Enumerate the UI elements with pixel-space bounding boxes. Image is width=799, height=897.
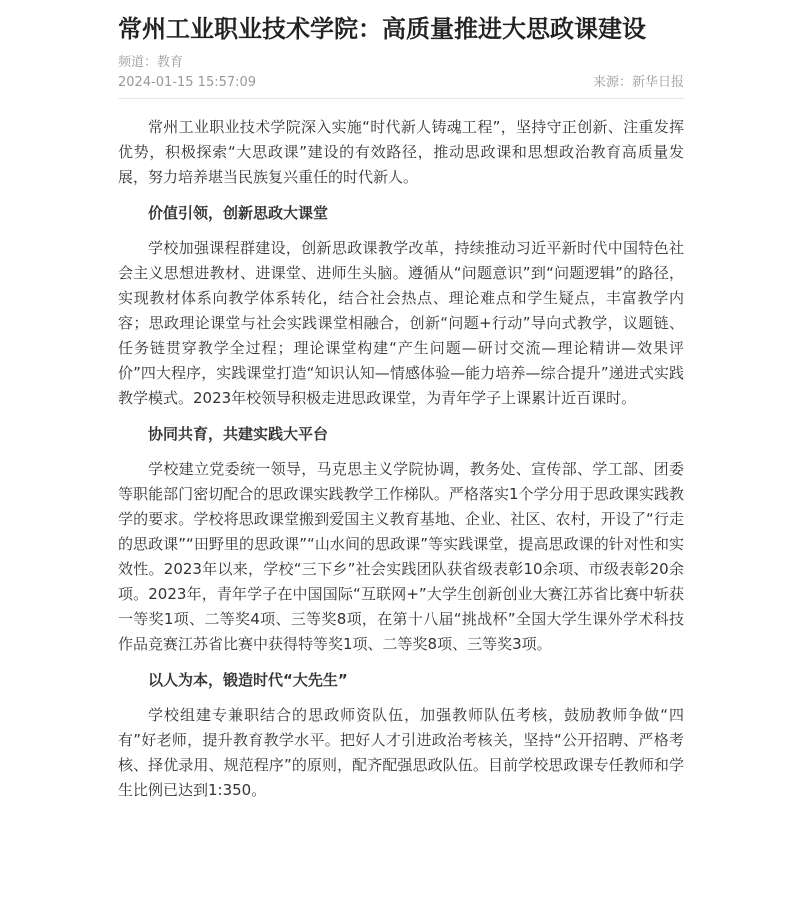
publish-datetime: 2024-01-15 15:57:09: [118, 75, 257, 90]
article: [118, 0, 684, 814]
paragraph: 学校建立党委统一领导，马克思主义学院协调，教务处、宣传部、学工部、团委等职能部门密切配合的思政课实践教学工作梯队。严格落实1个学分用于思政课实践教学的要求。学校将思政课堂搬到爱国主义教育基地、企业、社区、农村，开设了“行走的思政课”“田野里的思政课”“山水间的思政课”等实践课堂，提高思政课的针对性和实效性。2023年以来，学校“三下乡”社会实践团队获省级表彰10余项、市级表彰20余项。2023年，青年学子在中国国际“互联网+”大学生创新创业大赛江苏省比赛中斩获一等奖1项、二等奖4项、三等奖8项，在第十八届“挑战杯”全国大学生课外学术科技作品竞赛江苏省比赛中获得特等奖1项、二等奖8项、三等奖3项。: [118, 460, 684, 653]
article-channel: 频道：教育: [118, 55, 184, 70]
section-heading: 协同共育，共建实践大平台: [148, 425, 329, 443]
section-heading: 价值引领，创新思政大课堂: [148, 204, 329, 222]
paragraph: 学校组建专兼职结合的思政师资队伍，加强教师队伍考核，鼓励教师争做“四有”好老师，提升教育教学水平。把好人才引进政治考核关，坚持“公开招聘、严格考核、择优录用、规范程序”的原则，配齐配强思政队伍。目前学校思政课专任教师和学生比例已达到1:350。: [118, 706, 684, 799]
article-source: 来源：新华日报: [592, 75, 684, 90]
article-body: [118, 115, 684, 803]
meta-divider: [118, 98, 684, 99]
paragraph: 学校加强课程群建设，创新思政课教学改革，持续推动习近平新时代中国特色社会主义思想进教材、进课堂、进师生头脑。遵循从“问题意识”到“问题逻辑”的路径，实现教材体系向教学体系转化，结合社会热点、理论难点和学生疑点，丰富教学内容；思政理论课堂与社会实践课堂相融合，创新“问题+行动”导向式教学，议题链、任务链贯穿教学全过程；理论课堂构建“产生问题—研讨交流—理论精讲—效果评价”四大程序，实践课堂打造“知识认知—情感体验—能力培养—综合提升”递进式实践教学模式。2023年校领导积极走进思政课堂，为青年学子上课累计近百课时。: [118, 239, 684, 407]
section-heading: 以人为本，锻造时代“大先生”: [148, 671, 348, 689]
article-title: 常州工业职业技术学院：高质量推进大思政课建设: [118, 15, 646, 43]
article-meta: [118, 74, 684, 92]
paragraph-intro: 常州工业职业技术学院深入实施“时代新人铸魂工程”，坚持守正创新、注重发挥优势，积极探索“大思政课”建设的有效路径，推动思政课和思想政治教育高质量发展，努力培养堪当民族复兴重任的时代新人。: [118, 118, 684, 186]
